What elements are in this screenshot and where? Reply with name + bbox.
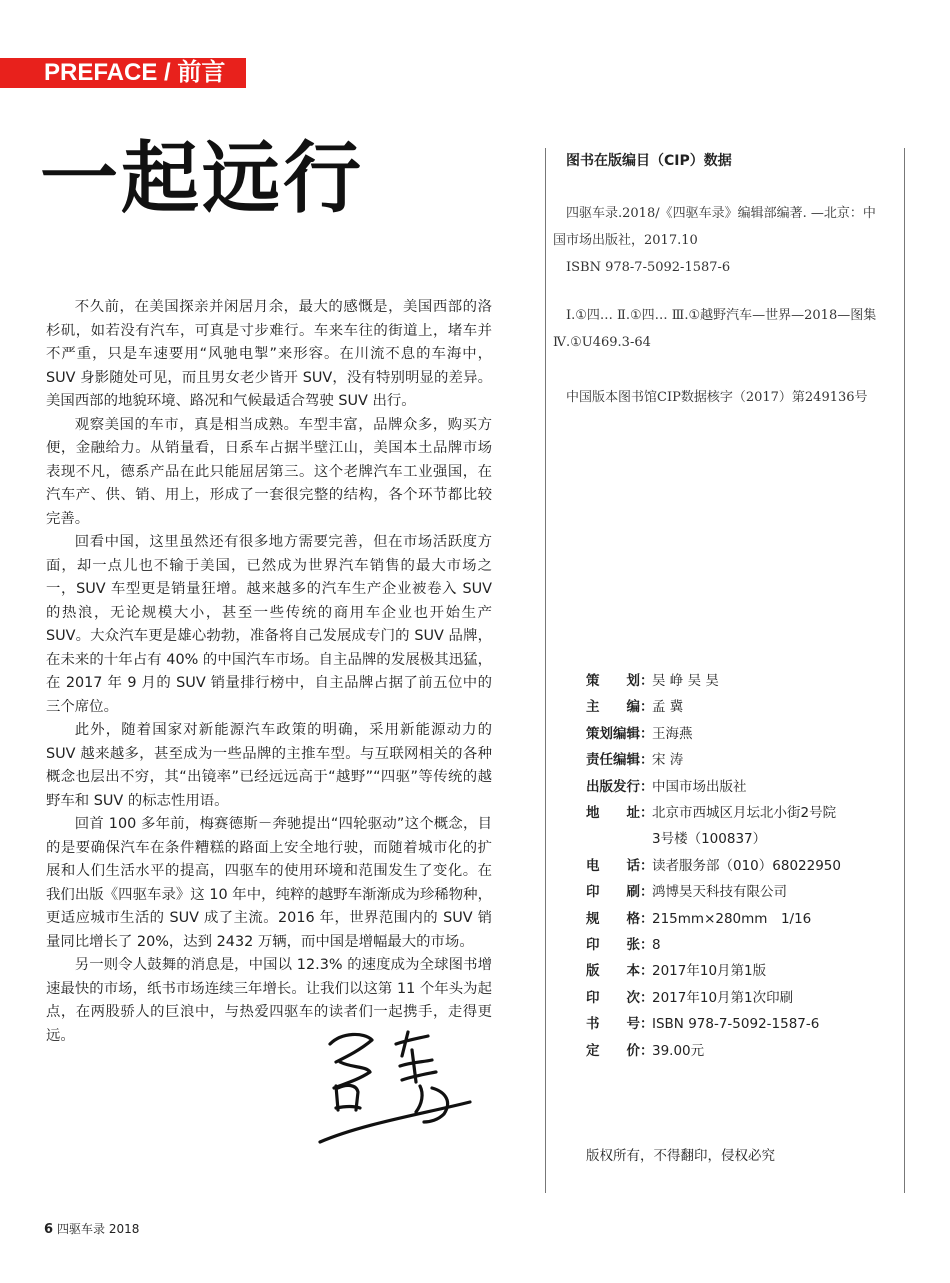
page-title: 一起远行 [40,134,365,224]
credit-label: 印 次： [586,989,654,1006]
credit-row [586,906,896,932]
credit-label: 主 编： [586,699,654,716]
credit-row [586,747,896,773]
credit-row [586,800,896,826]
credit-label: 规 格： [586,910,654,927]
credit-label: 印 张： [586,937,654,954]
copyright-notice: 版权所有，不得翻印，侵权必究 [586,1148,775,1164]
credits-list [586,668,896,1064]
credit-label: 印 刷： [586,884,654,901]
credit-value: 孟 冀 [652,699,684,716]
credit-label: 责任编辑： [586,752,654,769]
credit-row [586,985,896,1011]
credit-value: 215mm×280mm 1/16 [652,910,812,927]
credit-label: 书 号： [586,1016,654,1033]
credit-row [586,1038,896,1064]
paragraph: 不久前，在美国探亲并闲居月余，最大的感慨是，美国西部的洛杉矶，如若没有汽车，可真是寸步难行。车来车往的街道上，堵车并不严重，只是车速要用“风驰电掣”来形容。在川流不息的车海中，SUV 身影随处可见，而且男女老少皆开 SUV，没有特别明显的差异。美国西部的地貌环境、路况和气候最适合驾驶 SUV 出行。 [46,299,492,409]
credit-value-continued: 3号楼（100837） [652,831,767,848]
paragraph: 回看中国，这里虽然还有很多地方需要完善，但在市场活跃度方面，却一点儿也不输于美国，已然成为世界汽车销售的最大市场之一，SUV 车型更是销量狂增。越来越多的汽车生产企业被卷入 SUV 的热浪，无论规模大小，甚至一些传统的商用车企业也开始生产 SUV。大众汽车更是雄心勃勃，准备将自己发展成专门的 SUV 品牌，在未来的十年占有 40% 的中国汽车市场。自主品牌的发展极其迅猛，在 2017 年 9 月的 SUV 销量排行榜中，自主品牌占据了前五位中的三个席位。 [46,534,492,715]
signature [312,1022,482,1147]
credit-row [586,853,896,879]
cip-approval [553,384,883,411]
paragraph: 另一则令人鼓舞的消息是，中国以 12.3% 的速度成为全球图书增速最快的市场，纸书市场连续三年增长。让我们以这第 11 个年头为起点，在两股骄人的巨浪中，与热爱四驱车的读者们一起携手，走得更远。 [46,957,492,1044]
credit-value: ISBN 978-7-5092-1587-6 [652,1016,820,1033]
credit-value: 8 [652,937,661,954]
credit-value: 王海燕 [652,725,693,742]
cip-line: 国市场出版社，2017.10 [553,233,698,248]
credit-row [586,694,896,720]
credit-row [586,932,896,958]
cip-classification [553,302,883,356]
cip-line: 中国版本图书馆CIP数据核字（2017）第249136号 [566,390,868,405]
paragraph: 观察美国的车市，真是相当成熟。车型丰富，品牌众多，购买方便，金融给力。从销量看，日系车占据半壁江山，美国本土品牌市场表现不凡，德系产品在此只能屈居第三。这个老牌汽车工业强国，在汽车产、供、销、用上，形成了一套很完整的结构，各个环节都比较完善。 [46,416,492,527]
credit-row [586,774,896,800]
preface-body [46,296,492,1048]
section-tag: PREFACE / 前言 [0,58,246,88]
credit-value: 北京市西城区月坛北小街2号院 [652,805,837,822]
credit-value: 2017年10月第1版 [652,963,767,980]
paragraph: 回首 100 多年前，梅赛德斯－奔驰提出“四轮驱动”这个概念，目的是要确保汽车在条件糟糕的路面上安全地行驶，而随着城市化的扩展和人们生活水平的提高，四驱车的使用环境和范围发生了变化。在我们出版《四驱车录》这 10 年中，纯粹的越野车渐渐成为珍稀物种，更适应城市生活的 SUV 成了主流。2016 年，世界范围内的 SUV 销量同比增长了 20%，达到 2432 万辆，而中国是增幅最大的市场。 [46,816,492,950]
cip-line: 四驱车录.2018/《四驱车录》编辑部编著. —北京：中 [566,206,876,221]
credit-value: 宋 涛 [652,752,684,769]
credit-value: 吴 峥 吴 昊 [652,673,719,689]
credit-value: 39.00元 [652,1042,705,1059]
credit-row [586,668,896,694]
credit-row [586,721,896,747]
cip-line: ISBN 978-7-5092-1587-6 [566,260,731,275]
magazine-name: 四驱车录 2018 [57,1222,140,1236]
credit-row [586,958,896,984]
credit-label: 地 址： [586,805,654,822]
credit-label: 定 价： [586,1042,654,1059]
cip-line: Ⅳ.①U469.3-64 [553,335,651,350]
cip-title: 图书在版编目（CIP）数据 [566,153,732,169]
credit-label: 出版发行： [586,778,654,795]
credit-label: 版 本： [586,963,654,980]
credit-label: 策 划： [586,673,654,689]
paragraph: 此外，随着国家对新能源汽车政策的明确，采用新能源动力的 SUV 越来越多，甚至成为一些品牌的主推车型。与互联网相关的各种概念也层出不穷，其“出镜率”已经远远高于“越野”“四驱”等传统的越野车和 SUV 的标志性用语。 [46,722,492,809]
credit-row [586,1011,896,1037]
page-number: 6 [44,1222,54,1237]
credit-value: 中国市场出版社 [652,778,747,795]
page-footer [44,1220,139,1237]
credit-label: 策划编辑： [586,725,654,742]
cip-catalog-entry [553,200,883,281]
credit-row [586,879,896,905]
credit-value: 读者服务部（010）68022950 [652,857,841,874]
divider-right [904,148,905,1193]
divider-left [545,148,546,1193]
credit-value: 2017年10月第1次印刷 [652,989,794,1006]
credit-label: 电 话： [586,857,654,874]
credit-value: 鸿博昊天科技有限公司 [652,884,787,901]
cip-line: Ⅰ.①四… Ⅱ.①四… Ⅲ.①越野汽车—世界—2018—图集 [566,308,877,323]
